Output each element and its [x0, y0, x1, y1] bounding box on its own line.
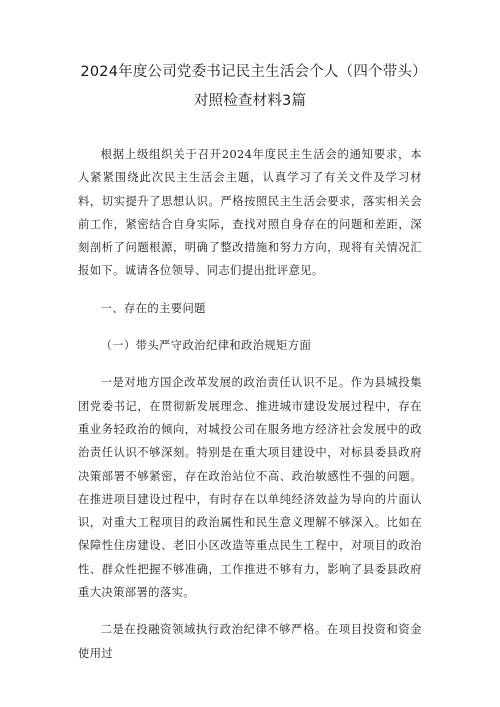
body-paragraph-2: 二是在投融资领域执行政治纪律不够严格。在项目投资和资金使用过: [78, 623, 422, 660]
body-paragraph-1: 一是对地方国企改革发展的政治责任认识不足。作为县城投集团党委书记，在贯彻新发展理念、推进城市建设发展过程中，存在重业务轻政治的倾向，对城投公司在服务地方经济社会发展中的政治责任认识不够深刻。特别是在重大项目建设中，对标县委县政府决策部署不够紧密，存在政治站位不高、政治敏感性不强的问题。在推进项目建设过程中，有时存在以单纯经济效益为导向的片面认识，对重大工程项目的政治属性和民生意义理解不够深入。比如在保障性住房建设、老旧小区改造等重点民生工程中，对项目的政治性、群众性把握不够准确，工作推进不够有力，影响了县委县政府重大决策部署的落实。: [78, 376, 422, 600]
subsection-heading: （一）带头严守政治纪律和政治规矩方面: [100, 339, 312, 353]
document-title: 2024年度公司党委书记民主生活会个人（四个带头）对照检查材料3篇: [80, 64, 420, 109]
section-heading: 一、存在的主要问题: [100, 301, 206, 315]
intro-paragraph: 根据上级组织关于召开2024年度民主生活会的通知要求，本人紧紧围绕此次民主生活会主题，认真学习了有关文件及学习材料，切实提升了思想认识。严格按照民主生活会要求，落实相关会前工作，紧密结合自身实际，查找对照自身存在的问题和差距，深刻剖析了问题根源，明确了整改措施和努力方向，现将有关情况汇报如下。诚请各位领导、同志们提出批评意见。: [78, 148, 422, 278]
